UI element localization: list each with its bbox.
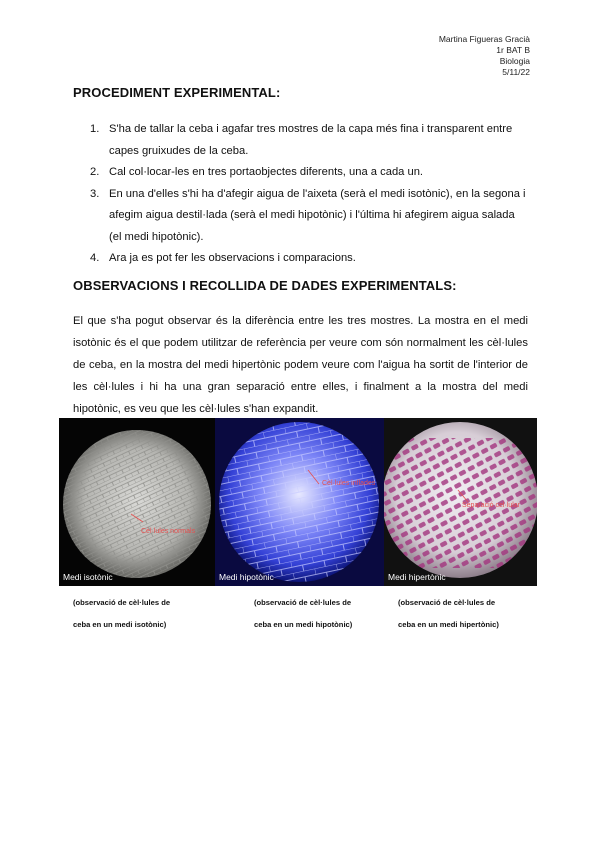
caption-line: (observació de cèl·lules de xyxy=(73,598,171,607)
step-text: S'ha de tallar la ceba i agafar tres mostres de la capa més fina i transparent entre capes gruixudes de la ceba. xyxy=(109,123,513,157)
hypotonic-image xyxy=(215,418,384,586)
list-item xyxy=(73,248,528,270)
list-item xyxy=(73,119,528,162)
figure-label: Medi hipertònic xyxy=(388,572,446,582)
step-number: 2. xyxy=(90,166,100,178)
procedure-heading: PROCEDIMENT EXPERIMENTAL: xyxy=(73,85,281,100)
micrograph-hypertonic xyxy=(384,418,537,586)
step-number: 3. xyxy=(90,187,100,200)
figure-label: Medi hipotònic xyxy=(219,572,274,582)
figure-label: Medi isotònic xyxy=(63,572,113,582)
class-group: 1r BAT B xyxy=(496,45,530,55)
arrow-label: Separació cel·lular xyxy=(462,502,520,509)
list-item xyxy=(73,162,528,184)
caption-line: ceba en un medi hipertònic) xyxy=(398,620,499,629)
arrow-label: Cèl·lules normals xyxy=(141,528,196,535)
caption-line: (observació de cèl·lules de xyxy=(254,598,352,607)
procedure-steps xyxy=(73,119,528,270)
list-item xyxy=(73,184,528,249)
step-text: Cal col·locar-les en tres portaobjectes diferents, una a cada un. xyxy=(109,166,424,178)
micrograph-isotonic xyxy=(59,418,215,586)
step-number: 4. xyxy=(90,252,100,264)
observations-heading: OBSERVACIONS I RECOLLIDA DE DADES EXPERIMENTALS: xyxy=(73,278,457,293)
author-name: Martina Figueras Gracià xyxy=(438,34,530,44)
arrow-label: Cèl·lules inflades xyxy=(322,480,376,487)
caption-line: ceba en un medi isotònic) xyxy=(73,620,167,629)
subject: Biologia xyxy=(499,56,530,66)
figure-caption xyxy=(254,598,352,629)
caption-line: (observació de cèl·lules de xyxy=(398,598,496,607)
caption-line: ceba en un medi hipotònic) xyxy=(254,620,353,629)
step-text: Ara ja es pot fer les observacions i comparacions. xyxy=(109,252,356,264)
micrograph-hypotonic xyxy=(215,418,384,586)
micrograph-strip xyxy=(59,418,537,586)
header-meta xyxy=(439,34,530,78)
observations-paragraph: El que s'ha pogut observar és la diferència entre les tres mostres. La mostra en el medi isotònic és el que podem utilitzar de referència per veure com són normalment les cèl·lules de ceba, en la mostra del medi hipertònic podem veure com l'aigua ha sortit de l'interior de les cèl·lules i hi ha una gran separació entre elles, i finalment a la mostra del medi hipotònic, es veu que les cèl·lules s'han expandit. xyxy=(73,315,528,415)
step-text: En una d'elles s'hi ha d'afegir aigua de l'aixeta (serà el medi isotònic), en la segona i afegim aigua destil·lada (serà el medi hipotònic) i l'última hi afegirem aigua salada (el medi hipotònic). xyxy=(109,187,526,243)
figure-caption xyxy=(398,598,499,629)
step-number: 1. xyxy=(90,123,100,135)
date: 5/11/22 xyxy=(502,67,530,77)
figure-caption xyxy=(73,598,170,629)
isotonic-image xyxy=(59,418,215,586)
